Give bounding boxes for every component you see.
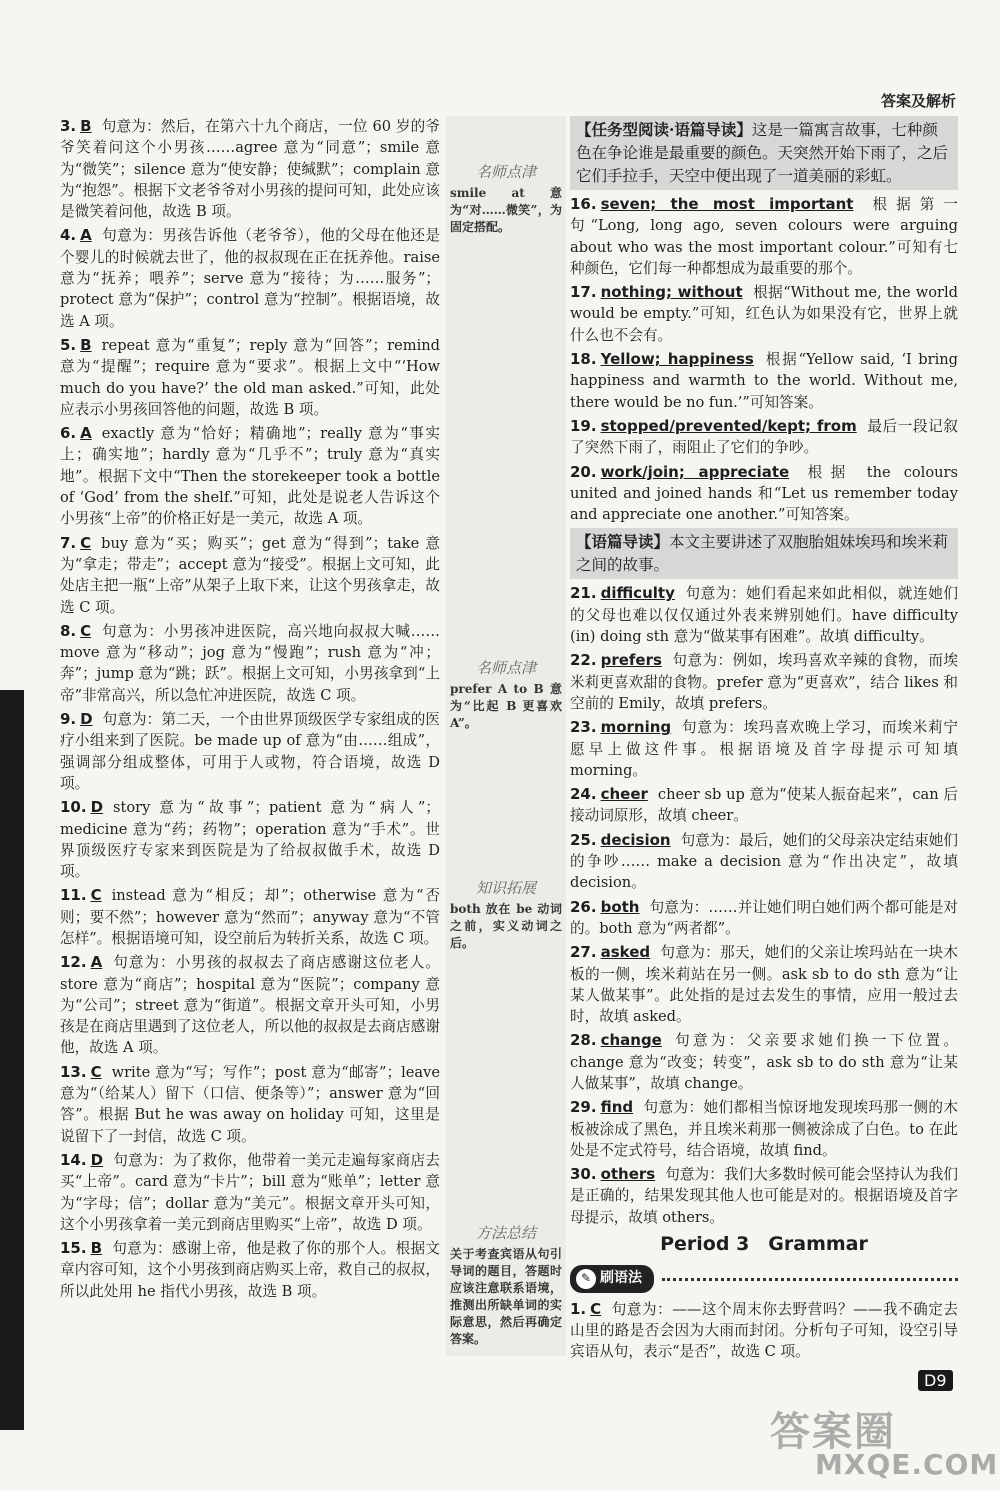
answer-item	[570, 194, 958, 279]
item-number: 18.	[570, 350, 597, 369]
item-number: 26.	[570, 897, 597, 916]
item-explanation: 句意为：为了救你，他带着一美元走遍每家商店去买“上帝”。card 意为“卡片”；bill 意为“账单”；letter 意为“字母；信”；dollar 意为“美元”。根据文章开头可知，这个小男孩拿着一美元到商店里购买“上帝”，故选 D 项。	[60, 1151, 440, 1233]
item-answer: difficulty	[600, 584, 675, 603]
answer-item	[570, 282, 958, 346]
item-number: 7.	[60, 533, 77, 552]
item-explanation: 句意为：……并让她们明白她们两个都可能是对的。both 意为“两者都”。	[570, 898, 958, 937]
item-number: 21.	[570, 584, 597, 603]
answer-item	[570, 650, 958, 714]
item-number: 9.	[60, 710, 77, 729]
answer-item	[60, 952, 440, 1058]
item-explanation: 句意为：父亲要求她们换一下位置。change 意为“改变；转变”，ask sb to do sth 意为“让某人做某事”，故填 change。	[570, 1032, 958, 1092]
item-answer: nothing; without	[600, 283, 743, 302]
answer-item	[60, 225, 440, 331]
answer-item	[570, 1164, 958, 1228]
item-explanation: 句意为：例如，埃玛喜欢辛辣的食物，而埃米莉更喜欢甜的食物。prefer 意为“更喜欢”，结合 likes 和空前的 Emily，故填 prefers。	[570, 652, 958, 712]
item-number: 15.	[60, 1239, 87, 1258]
period-title: Period 3 Grammar	[660, 1233, 868, 1256]
item-explanation: 句意为：她们看起来如此相似，就连她们的父母也难以仅仅通过外表来辨别她们。have difficulty (in) doing sth 意为“做某事有困难”。故填 difficulty。	[570, 585, 958, 646]
item-explanation: repeat 意为“重复”；reply 意为“回答”；remind 意为“提醒”；require 意为“要求”。根据上文中“‘How much do you have?’ the old man asked.”可知，此处应表示小男孩回答他的问题，故选 B 项。	[60, 336, 440, 418]
grammar-tag-label: 刷语法	[600, 1270, 642, 1287]
item-answer: change	[600, 1031, 662, 1050]
answer-item	[60, 621, 440, 706]
item-answer: B	[80, 335, 92, 354]
page-number: D9	[918, 1370, 953, 1391]
side-note-title: 名师点津	[475, 659, 536, 677]
item-answer: C	[80, 533, 92, 552]
pen-icon: ✎	[576, 1269, 596, 1289]
item-answer: decision	[600, 830, 671, 849]
item-number: 12.	[60, 953, 87, 972]
passage-guide-box	[570, 116, 958, 190]
answer-item	[60, 1150, 440, 1235]
passage-guide-box	[570, 528, 958, 579]
item-explanation: 句意为：男孩告诉他（老爷爷），他的父母在他还是个婴儿的时候就去世了，他的叔叔现在正在抚养他。raise 意为“抚养；喂养”；serve 意为“接待；为……服务”；protect 意为“保护”；control 意为“控制”。根据语境，故选 A 项。	[60, 227, 440, 330]
answer-item	[570, 583, 958, 647]
right-column	[570, 116, 958, 1366]
item-explanation: 根据 the colours united and joined hands 和“Let us remember today and appreciate one another.”可知答案。	[570, 463, 958, 524]
item-number: 29.	[570, 1098, 597, 1117]
answer-item	[570, 416, 958, 459]
side-notes-strip	[446, 116, 566, 1356]
watermark-url: MXQE.COM	[815, 1448, 999, 1481]
item-number: 11.	[60, 886, 87, 905]
answer-item	[60, 1062, 440, 1147]
item-number: 1.	[570, 1299, 587, 1318]
grammar-tag	[570, 1265, 654, 1292]
item-explanation: 句意为：她们都相当惊讶地发现埃玛那一侧的木板被涂成了黑色，并且埃米莉那一侧被涂成了白色。to 在此处是不定式符号，结合语境，故填 find。	[570, 1099, 958, 1159]
side-note-text: both 放在 be 动词之前，实义动词之后。	[450, 902, 562, 950]
item-number: 16.	[570, 195, 597, 213]
side-note-extension	[450, 880, 562, 952]
grammar-section-header	[570, 1265, 958, 1292]
item-answer: asked	[600, 943, 651, 962]
answer-item	[570, 1299, 958, 1363]
box-text: 这是一篇寓言故事，七种颜色在争论谁是最重要的颜色。天突然开始下雨了，之后它们手拉手，天空中便出现了一道美丽的彩虹。	[576, 121, 949, 185]
item-explanation: 句意为：感谢上帝，他是救了你的那个人。根据文章内容可知，这个小男孩到商店购买上帝，救自己的叔叔，所以此处用 he 指代小男孩，故选 B 项。	[60, 1240, 440, 1300]
item-explanation: 句意为：埃玛喜欢晚上学习，而埃米莉宁愿早上做这件事。根据语境及首字母提示可知填 morning。	[570, 719, 958, 779]
answer-item	[570, 1097, 958, 1161]
item-answer: Yellow; happiness	[600, 350, 754, 369]
box-tag: 【任务型阅读·语篇导读】	[576, 120, 752, 139]
item-number: 28.	[570, 1031, 597, 1050]
item-explanation: 句意为：第二天，一个由世界顶级医学专家组成的医疗小组来到了医院。be made up of 意为“由……组成”，强调部分组成整体，可用于人或物，符合语境，故选 D 项。	[60, 711, 440, 792]
box-text: 本文主要讲述了双胞胎姐妹埃玛和埃米莉之间的故事。	[576, 533, 949, 575]
answer-item	[60, 335, 440, 420]
item-number: 19.	[570, 416, 597, 435]
item-number: 30.	[570, 1165, 597, 1184]
item-answer: others	[600, 1165, 656, 1184]
item-number: 20.	[570, 462, 597, 481]
book-spine-shadow	[0, 690, 24, 1430]
item-explanation: 句意为：小男孩的叔叔去了商店感谢这位老人。store 意为“商店”；hospital 意为“医院”；company 意为“公司”；street 意为“街道”。根据文章开头可知，小男孩是在商店里遇到了这位老人，所以他的叔叔是去商店感谢他，故选 A 项。	[60, 954, 440, 1057]
answer-item	[60, 423, 440, 529]
answer-item	[570, 942, 958, 1027]
answer-item	[60, 116, 440, 222]
side-note-text: prefer A to B 意为“比起 B 更喜欢 A”。	[450, 682, 562, 730]
item-number: 22.	[570, 651, 597, 670]
item-answer: A	[90, 953, 103, 972]
answer-item	[570, 717, 958, 781]
item-explanation: 句意为：最后，她们的父母亲决定结束她们的争吵…… make a decision 意为“作出决定”，故填 decision。	[570, 831, 958, 892]
item-number: 10.	[60, 798, 87, 817]
item-answer: work/join; appreciate	[600, 462, 790, 481]
item-number: 3.	[60, 117, 77, 135]
item-number: 13.	[60, 1062, 87, 1081]
item-explanation: 句意为：我们大多数时候可能会坚持认为我们是正确的，结果发现其他人也可能是对的。根据语境及首字母提示，故填 others。	[570, 1166, 958, 1226]
item-answer: B	[80, 117, 92, 135]
dotted-divider	[662, 1278, 958, 1281]
item-explanation: buy 意为“买；购买”；get 意为“得到”；take 意为“拿走；带走”；accept 意为“接受”。根据上文可知，此处店主把一瓶“上帝”从架子上取下来，让这个男孩拿走，故选 C 项。	[60, 534, 440, 616]
item-answer: C	[90, 886, 102, 905]
answer-item	[60, 533, 440, 618]
answer-item	[570, 897, 958, 940]
item-explanation: 根据“Yellow said, ‘I bring happiness and warmth to the world. Without me, there would be no fun.’”可知答案。	[570, 351, 958, 411]
item-explanation: story 意为“故事”；patient 意为“病人”；medicine 意为“药；药物”；operation 意为“手术”。世界顶级医疗专家来到医院是为了给叔叔做手术，故选 D 项。	[60, 799, 440, 881]
answer-item	[570, 784, 958, 827]
item-number: 17.	[570, 283, 597, 302]
side-note-tip	[450, 164, 562, 236]
item-answer: cheer	[600, 785, 648, 804]
item-number: 14.	[60, 1150, 87, 1169]
side-note-method	[450, 1225, 562, 1348]
item-explanation: 最后一段记叙了突然下雨了，雨阻止了它们的争吵。	[570, 417, 958, 457]
answer-item	[570, 462, 958, 526]
item-answer: C	[80, 621, 92, 640]
answer-item	[60, 797, 440, 882]
watermark-logo: 答案圈	[770, 1409, 896, 1455]
answer-item	[60, 885, 440, 949]
side-note-tip	[450, 660, 562, 732]
answer-item	[60, 1238, 440, 1302]
item-explanation: cheer sb up 意为“使某人振奋起来”，can 后接动词原形，故填 cheer。	[570, 786, 958, 825]
answer-item	[60, 1329, 440, 1350]
item-answer: A	[80, 226, 92, 245]
item-answer: D	[90, 798, 104, 817]
side-note-text: smile at 意为“对……微笑”，为固定搭配。	[450, 186, 562, 234]
box-tag: 【语篇导读】	[576, 532, 670, 552]
item-explanation: 根据第一句“Long, long ago, seven colours were arguing about who was the most important colour.”可知有七种颜色，它们每一种都想成为最重要的那个。	[570, 196, 958, 277]
item-explanation: 句意为：然后，在第六十九个商店，一位 60 岁的爷爷笑着问这个小男孩……agree 意为“同意”；smile 意为“微笑”；silence 意为“使安静；使缄默”；complain 意为“抱怨”。根据下文老爷爷对小男孩的提问可知，此处应该是微笑着问他，故选 B 项。	[60, 118, 440, 221]
item-answer: seven; the most important	[600, 195, 854, 213]
page-header: 答案及解析	[880, 92, 956, 110]
item-answer: stopped/prevented/kept; from	[600, 416, 857, 435]
item-number: 6.	[60, 424, 77, 443]
answer-item	[570, 830, 958, 894]
item-number: 27.	[570, 943, 597, 962]
item-number: 4.	[60, 226, 77, 245]
item-answer: A	[80, 424, 92, 443]
item-explanation: 根据“Without me, the world would be empty.”可知，红色认为如果没有它，世界上就什么也不会有。	[570, 284, 958, 344]
item-answer: C	[590, 1299, 602, 1318]
item-explanation: 句意为：那天，她们的父亲让埃玛站在一块木板的一侧，埃米莉站在另一侧。ask sb to do sth 意为“让某人做某事”。此处指的是过去发生的事情，应用一般过去时，故填 asked。	[570, 944, 958, 1026]
item-explanation: 句意为：——这个周末你去野营吗？——我不确定去山里的路是否会因为大雨而封闭。分析句子可知，设空引导宾语从句，表示“是否”，故选 C 项。	[570, 1300, 958, 1361]
item-explanation: write 意为“写；写作”；post 意为“邮寄”；leave 意为“（给某人）留下（口信、便条等）”；answer 意为“回答”。根据 But he was away on holiday 可知，这里是说留下了一封信，故选 C 项。	[60, 1063, 440, 1145]
item-answer: D	[80, 710, 93, 729]
left-column	[60, 116, 440, 1354]
item-answer: find	[600, 1098, 634, 1117]
item-number: 5.	[60, 335, 77, 354]
answer-item	[570, 1030, 958, 1094]
item-explanation: instead 意为“相反；却”；otherwise 意为“否则；要不然”；however 意为“然而”；anyway 意为“不管怎样”。根据语境可知，设空前后为转折关系，故选 C 项。	[60, 887, 440, 947]
item-answer: D	[90, 1150, 104, 1169]
item-answer: B	[90, 1239, 103, 1258]
item-answer: both	[600, 897, 640, 916]
item-explanation: exactly 意为“恰好；精确地”；really 意为“事实上；确实地”；hardly 意为“几乎不”；truly 意为“真实地”。根据下文中“Then the storekeeper took a bottle of ‘God’ from the shelf.”可知，此处是说老人告诉这个小男孩“上帝”的价格正好是一美元，故选 A 项。	[60, 425, 440, 528]
item-number: 25.	[570, 830, 597, 849]
side-note-title: 名师点津	[475, 163, 536, 181]
item-number: 8.	[60, 621, 77, 640]
item-number: 23.	[570, 718, 597, 737]
side-note-text: 关于考查宾语从句引导词的题目，答题时应该注意联系语境，推测出所缺单词的实际意思，然后再确定答案。	[450, 1247, 562, 1346]
answer-item	[570, 349, 958, 413]
item-explanation: 句意为：小男孩冲进医院，高兴地向叔叔大喊……move 意为“移动”；jog 意为“慢跑”；rush 意为“冲；奔”；jump 意为“跳；跃”。根据上文可知，小男孩拿到“上帝”非常高兴，所以急忙冲进医院，故选 C 项。	[60, 622, 440, 704]
item-answer: prefers	[600, 651, 662, 670]
side-note-title: 知识拓展	[475, 879, 536, 897]
item-number: 24.	[570, 785, 597, 804]
answer-item	[60, 1305, 440, 1326]
item-answer: C	[90, 1062, 102, 1081]
side-note-title: 方法总结	[475, 1224, 536, 1242]
item-answer: morning	[600, 718, 672, 737]
answer-item	[60, 709, 440, 794]
